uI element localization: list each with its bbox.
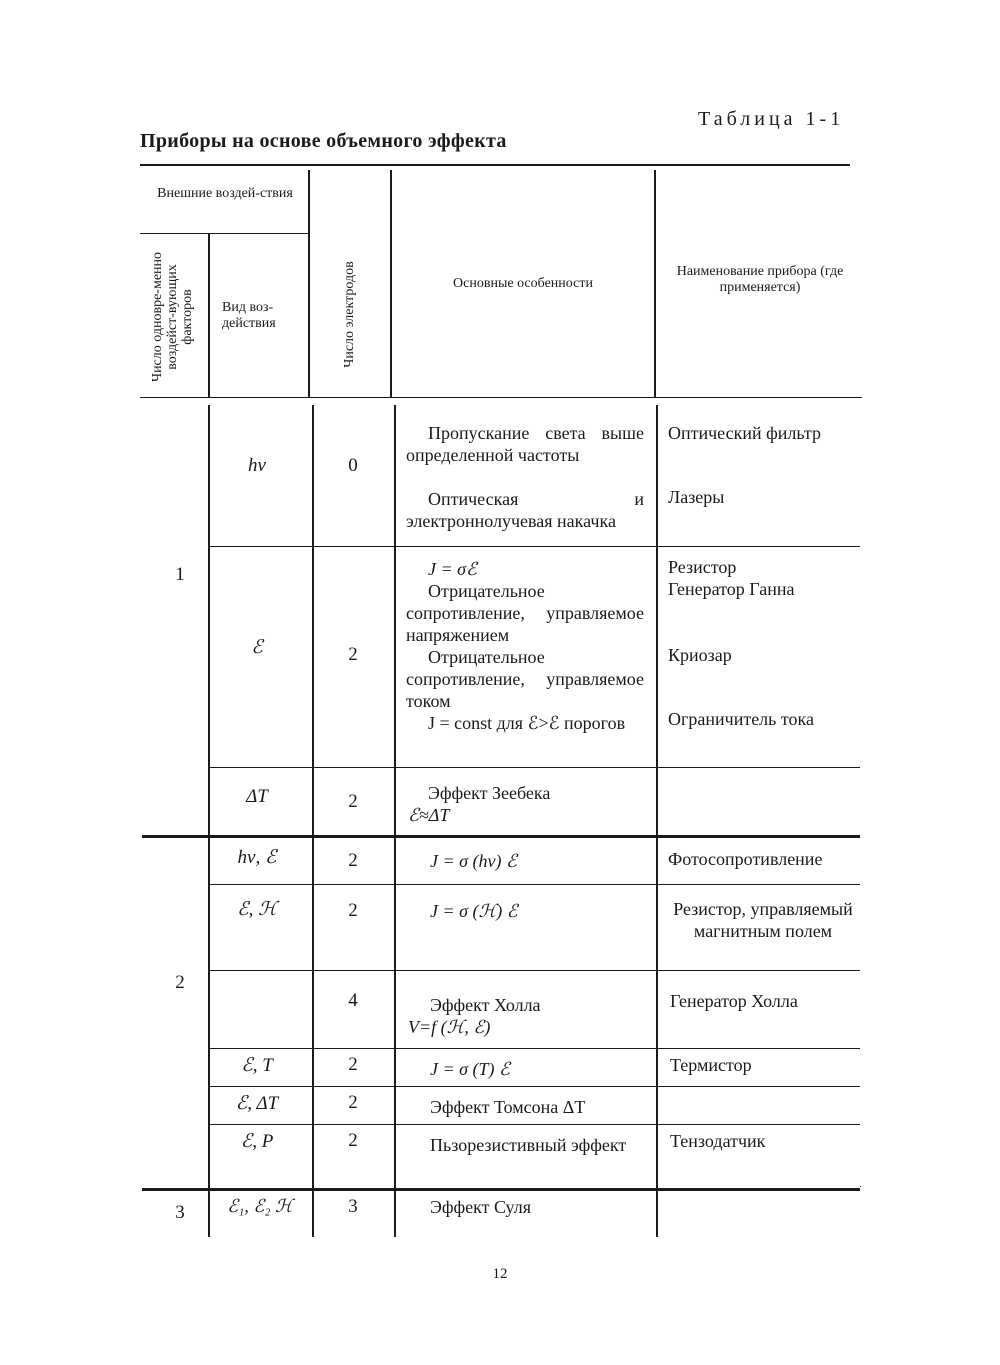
feature-text: J = const для ℰ>ℰ порогов [428,713,626,733]
row-separator [210,1048,860,1049]
body-divider [312,405,314,1237]
feature-text: Эффект Суля [430,1197,531,1217]
header-factor-count: Число одновре-менно воздейст-вующих факторов [150,251,195,383]
header-divider [308,170,310,398]
device-name: Генератор Ганна [668,579,795,599]
electrodes-cell: 2 [348,900,358,921]
device-name: Ограничитель тока [668,709,814,729]
table-top-rule [140,164,850,166]
device-name: Термистор [670,1055,752,1075]
device-name: Фотосопротивление [668,849,823,869]
feature-text: J = σ (hν) ℰ [430,851,517,871]
header-bottom-rule [140,397,862,398]
device-name: Резистор [668,557,737,577]
action-cell: ΔT [246,786,268,807]
feature-text: Пьзорезистивный эффект [430,1135,627,1155]
feature-text: Оптическая и электроннолучевая накачка [406,489,644,531]
feature-text: Эффект Холла [430,995,541,1015]
device-name: Генератор Холла [670,991,798,1011]
group-separator [142,1188,860,1191]
body-divider [208,405,210,1237]
electrodes-cell: 3 [348,1196,358,1217]
feature-text: Эффект Зеебека [428,783,551,803]
group-count: 1 [175,564,185,585]
feature-text: J = σ (ℋ) ℰ [430,901,518,921]
row-separator [210,884,860,885]
table-label: Таблица 1-1 [698,108,845,130]
table-bottom-edge [860,1186,861,1187]
page-number: 12 [492,1266,508,1282]
feature-text: V=f (ℋ, ℰ) [408,1017,491,1037]
electrodes-cell: 2 [348,850,358,871]
header-divider [654,170,656,398]
header-subrule [140,233,308,234]
header-divider [208,234,210,398]
device-name: Резистор, управляемый магнитным полем [673,899,853,941]
header-features: Основные особенности [453,276,593,291]
electrodes-cell: 0 [348,455,358,476]
action-cell: ℰ, ΔT [235,1093,279,1114]
feature-text: Пропускание света выше определенной частоты [406,423,644,465]
row-separator [210,767,860,768]
action-cell: hν, ℰ [237,847,277,868]
group-separator [142,835,860,838]
electrodes-cell: 4 [348,990,358,1011]
feature-text: J = σℰ [428,559,477,579]
row-separator [210,1124,860,1125]
action-cell: ℰ [251,637,263,658]
group-count: 2 [175,972,185,993]
electrodes-cell: 2 [348,1130,358,1151]
header-action-type: Вид воз-действия [222,300,276,331]
body-divider [656,405,658,1237]
action-cell: ℰ₁, ℰ₂ ℋ [227,1196,293,1216]
header-electrode-count: Число электродов [342,261,357,368]
electrodes-cell: 2 [348,644,358,665]
row-separator [210,1086,860,1087]
row-separator [210,970,860,971]
header-device-name: Наименование прибора (где применяется) [676,264,844,295]
electrodes-cell: 2 [348,791,358,812]
header-external-group: Внешние воздей-ствия [157,186,293,201]
body-divider [394,405,396,1237]
feature-text: J = σ (T) ℰ [430,1059,510,1079]
device-name: Криозар [668,645,732,665]
feature-text: Отрицательное сопротивление, управляемое током [406,647,644,711]
feature-text: Отрицательное сопротивление, управляемое напряжением [406,581,644,645]
feature-text: Эффект Томсона ΔT [430,1097,586,1117]
action-cell: hν [248,455,266,476]
device-name: Оптический фильтр [668,423,822,443]
action-cell: ℰ, T [241,1055,273,1076]
action-cell: ℰ, ℋ [237,899,277,920]
device-name: Лазеры [668,487,725,507]
action-cell: ℰ, P [240,1131,274,1152]
feature-text: ℰ≈ΔT [408,805,450,825]
group-count: 3 [175,1202,185,1223]
page-title: Приборы на основе объемного эффекта [140,130,507,152]
electrodes-cell: 2 [348,1054,358,1075]
electrodes-cell: 2 [348,1092,358,1113]
row-separator [210,546,860,547]
device-name: Тензодатчик [670,1131,766,1151]
header-divider [390,170,392,398]
